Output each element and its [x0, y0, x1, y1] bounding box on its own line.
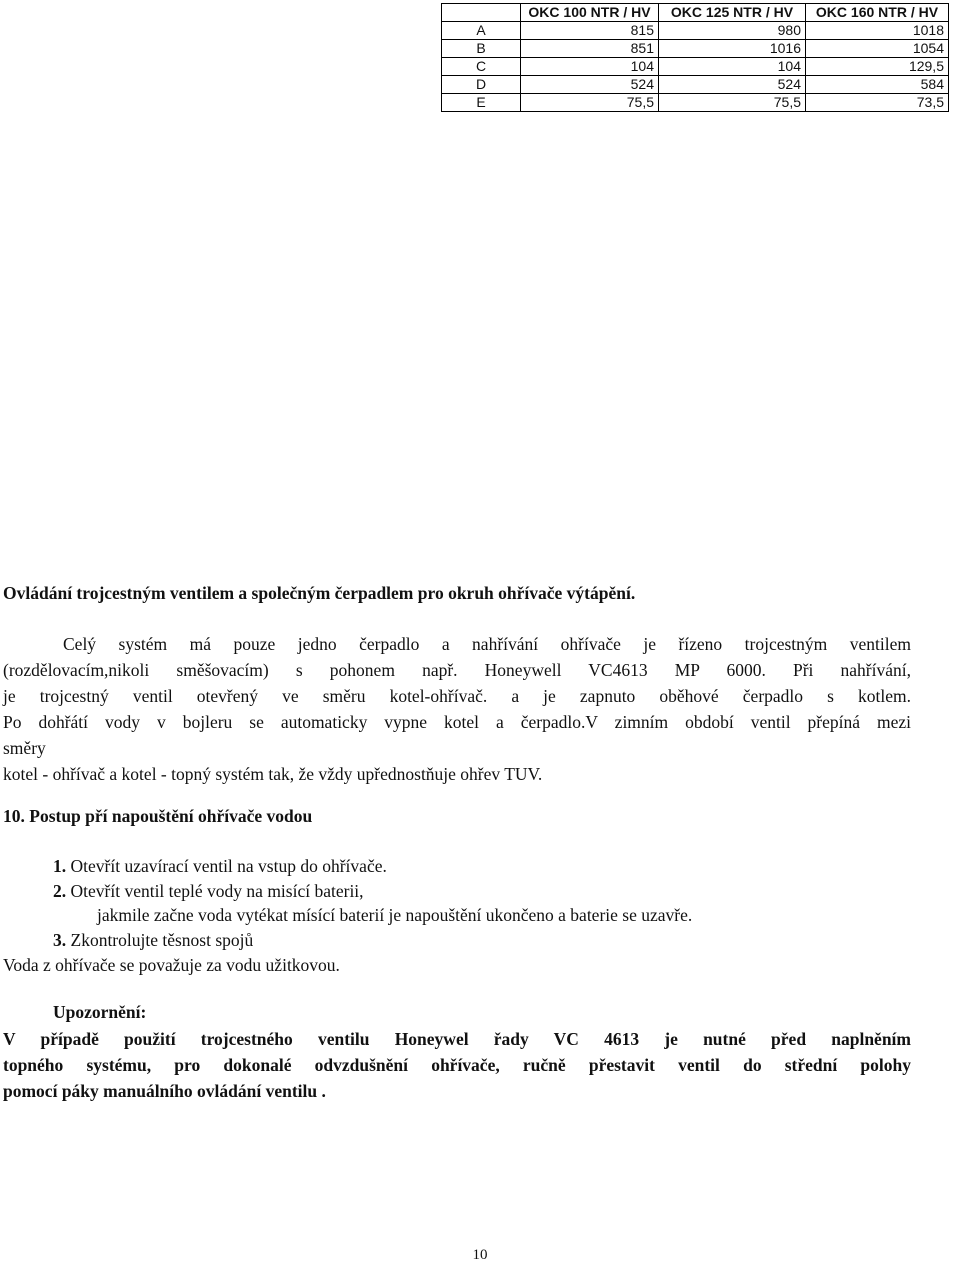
step-item	[53, 879, 364, 903]
table-cell: 980	[659, 22, 806, 40]
dimensions-table	[441, 3, 949, 112]
paragraph-line: je trojcestný ventil otevřený ve směru kotel-ohřívač. a je zapnuto oběhové čerpadlo s kotlem.	[3, 686, 911, 706]
step-number: 1.	[53, 856, 67, 876]
step-text: Otevřít uzavírací ventil na vstup do ohřívače.	[70, 856, 387, 876]
row-label: D	[442, 76, 521, 94]
paragraph-line: Po dohřátí vody v bojleru se automaticky vypne kotel a čerpadlo.V zimním období ventil přepíná mezi	[3, 712, 911, 732]
table-row	[442, 22, 949, 40]
table-cell: 75,5	[659, 94, 806, 112]
table-row	[442, 58, 949, 76]
warning-title: Upozornění:	[53, 1002, 147, 1022]
paragraph-line: směry	[3, 738, 46, 758]
table-cell: 815	[521, 22, 659, 40]
table-cell: 851	[521, 40, 659, 58]
page-number: 10	[472, 1247, 488, 1263]
table-header-corner	[442, 4, 521, 22]
section-heading: Ovládání trojcestným ventilem a společným čerpadlem pro okruh ohřívače výtápění.	[3, 583, 636, 603]
table-cell: 584	[806, 76, 949, 94]
table-header-okc100: OKC 100 NTR / HV	[521, 4, 659, 22]
paragraph-line: Celý systém má pouze jedno čerpadlo a nahřívání ohřívače je řízeno trojcestným ventilem	[63, 634, 911, 654]
paragraph-line: (rozdělovacím,nikoli směšovacím) s pohonem např. Honeywell VC4613 MP 6000. Při nahřívání,	[3, 660, 911, 680]
table-cell: 524	[521, 76, 659, 94]
row-label: B	[442, 40, 521, 58]
table-header-row	[442, 4, 949, 22]
row-label: A	[442, 22, 521, 40]
step-text: Zkontrolujte těsnost spojů	[70, 930, 254, 950]
warning-text	[3, 1026, 911, 1104]
table-row	[442, 76, 949, 94]
table-cell: 104	[521, 58, 659, 76]
step-item	[53, 928, 253, 952]
warning-line: pomocí páky manuálního ovládání ventilu .	[3, 1081, 326, 1101]
procedure-title: 10. Postup pří napouštění ohřívače vodou	[3, 806, 313, 826]
table-cell: 1054	[806, 40, 949, 58]
table-cell: 129,5	[806, 58, 949, 76]
step-text: Otevřít ventil teplé vody na misící baterii,	[70, 881, 364, 901]
description-paragraph	[3, 631, 911, 787]
table-cell: 1016	[659, 40, 806, 58]
table-row	[442, 40, 949, 58]
row-label: E	[442, 94, 521, 112]
step-number: 3.	[53, 930, 67, 950]
table-header-okc125: OKC 125 NTR / HV	[659, 4, 806, 22]
step-number: 2.	[53, 881, 67, 901]
table-cell: 104	[659, 58, 806, 76]
row-label: C	[442, 58, 521, 76]
table-cell: 75,5	[521, 94, 659, 112]
table-row	[442, 94, 949, 112]
table-cell: 524	[659, 76, 806, 94]
step-continuation: jakmile začne voda vytékat mísící baterií je napouštění ukončeno a baterie se uzavře.	[97, 905, 693, 925]
table-cell: 73,5	[806, 94, 949, 112]
warning-line: V případě použití trojcestného ventilu Honeywel řady VC 4613 je nutné před naplněním	[3, 1029, 911, 1049]
paragraph-line: kotel - ohřívač a kotel - topný systém tak, že vždy upřednostňuje ohřev TUV.	[3, 764, 543, 784]
step-item	[53, 854, 387, 878]
closing-note: Voda z ohřívače se považuje za vodu užitkovou.	[3, 955, 340, 975]
table-header-okc160: OKC 160 NTR / HV	[806, 4, 949, 22]
warning-line: topného systému, pro dokonalé odvzdušnění ohřívače, ručně přestavit ventil do střední polohy	[3, 1055, 911, 1075]
table-cell: 1018	[806, 22, 949, 40]
